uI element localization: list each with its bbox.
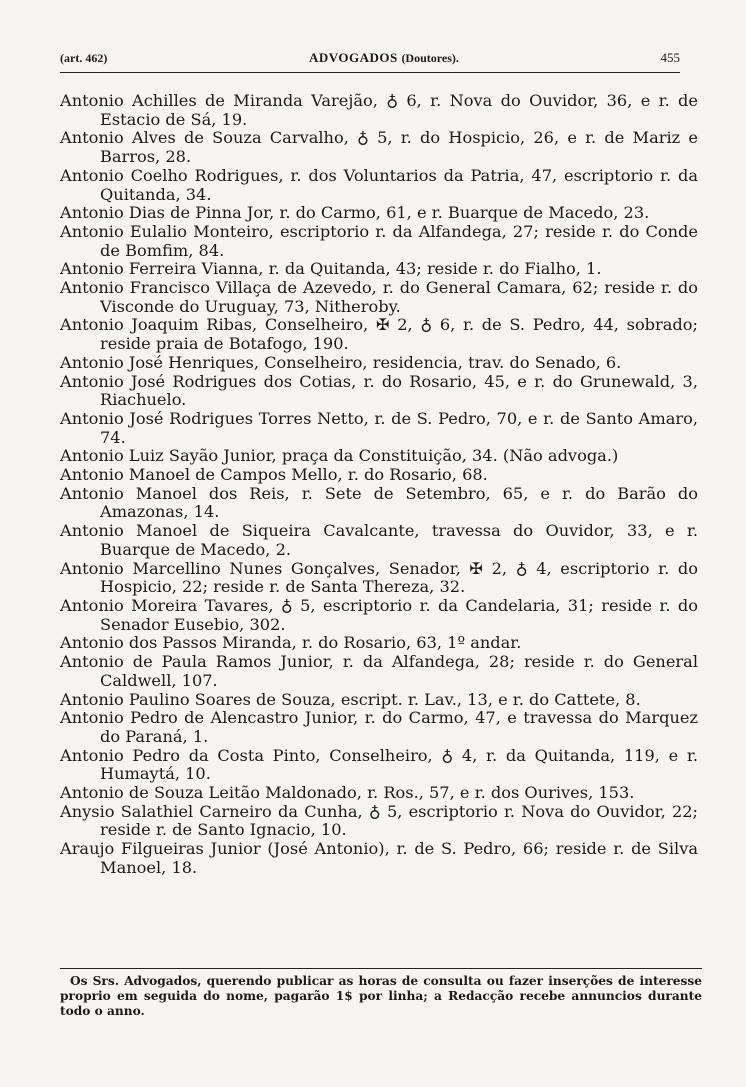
directory-entry: Antonio de Paula Ramos Junior, r. da Alfandega, 28; reside r. do General Caldwell, 107. [60, 652, 698, 690]
directory-entry: Araujo Filgueiras Junior (José Antonio), r. de S. Pedro, 66; reside r. de Silva Manoel, 18. [60, 839, 698, 877]
directory-entry: Antonio Manoel dos Reis, r. Sete de Setembro, 65, e r. do Barão do Amazonas, 14. [60, 483, 698, 522]
page-title [309, 50, 459, 66]
directory-entry: Antonio Manoel de Siqueira Cavalcante, travessa do Ouvidor, 33, e r. Buarque de Macedo, 2. [60, 521, 698, 559]
directory-entry: Antonio José Rodrigues Torres Netto, r. de S. Pedro, 70, e r. de Santo Amaro, 74. [60, 408, 698, 447]
directory-entry: Antonio Moreira Tavares, ♁ 5, escriptorio r. da Candelaria, 31; reside r. do Senador Eusebio, 302. [60, 595, 698, 634]
directory-entry: Antonio Pedro de Alencastro Junior, r. do Carmo, 47, e travessa do Marquez do Paraná, 1. [60, 708, 698, 746]
directory-entry: Antonio Paulino Soares de Souza, escript. r. Lav., 13, e r. do Cattete, 8. [60, 689, 641, 709]
directory-entry: Antonio José Rodrigues dos Cotias, r. do Rosario, 45, e r. do Grunewald, 3, Riachuelo. [60, 371, 698, 410]
directory-entry: Antonio Coelho Rodrigues, r. dos Voluntarios da Patria, 47, escriptorio r. da Quitanda, 34. [60, 165, 698, 204]
directory-entry: Antonio Achilles de Miranda Varejão, ♁ 6, r. Nova do Ouvidor, 36, e r. de Estacio de Sá, 19. [60, 91, 698, 129]
directory-entry: Antonio Ferreira Vianna, r. da Quitanda, 43; reside r. do Fialho, 1. [60, 259, 602, 279]
title-subtitle: (Doutores). [401, 51, 459, 65]
directory-entry: Antonio Francisco Villaça de Azevedo, r. do General Camara, 62; reside r. do Visconde do Uruguay, 73, Nitheroby. [60, 278, 698, 316]
directory-entry: Antonio Marcellino Nunes Gonçalves, Senador, ✠ 2, ♁ 4, escriptorio r. do Hospicio, 22; reside r. de Santa Thereza, 32. [60, 558, 698, 597]
directory-entry: Antonio Eulalio Monteiro, escriptorio r. da Alfandega, 27; reside r. do Conde de Bomfim, 84. [60, 221, 698, 260]
directory-entry: Antonio de Souza Leitão Maldonado, r. Ros., 57, e r. dos Ourives, 153. [60, 783, 635, 803]
directory-entry: Antonio Manoel de Campos Mello, r. do Rosario, 68. [60, 465, 488, 485]
footnote-text: Os Srs. Advogados, querendo publicar as horas de consulta ou fazer inserções de interesse proprio em seguida do nome, pagarão 1$ por linha; a Redacção recebe annuncios durante todo o anno. [60, 974, 702, 1018]
directory-entry: Antonio Pedro da Costa Pinto, Conselheiro, ♁ 4, r. da Quitanda, 119, e r. Humaytá, 10. [60, 745, 698, 784]
directory-entry: Antonio José Henriques, Conselheiro, residencia, trav. do Senado, 6. [60, 352, 622, 372]
directory-entry: Anysio Salathiel Carneiro da Cunha, ♁ 5, escriptorio r. Nova do Ouvidor, 22; reside r. de Santo Ignacio, 10. [60, 801, 698, 840]
directory-entry: Antonio Joaquim Ribas, Conselheiro, ✠ 2, ♁ 6, r. de S. Pedro, 44, sobrado; reside praia de Botafogo, 190. [60, 315, 698, 354]
title-text: ADVOGADOS [308, 50, 398, 65]
directory-entry: Antonio Alves de Souza Carvalho, ♁ 5, r. do Hospicio, 26, e r. de Mariz e Barros, 28. [60, 128, 698, 167]
directory-entry: Antonio Dias de Pinna Jor, r. do Carmo, 61, e r. Buarque de Macedo, 23. [60, 203, 650, 223]
section-reference: (art. 462) [60, 51, 108, 65]
page-number: 455 [660, 50, 680, 65]
directory-entry: Antonio Luiz Sayão Junior, praça da Constituição, 34. (Não advoga.) [60, 446, 619, 466]
footnote [60, 968, 702, 1019]
page-header [60, 50, 680, 73]
directory-entry: Antonio dos Passos Miranda, r. do Rosario, 63, 1º andar. [60, 633, 522, 653]
entry-list [60, 92, 698, 878]
